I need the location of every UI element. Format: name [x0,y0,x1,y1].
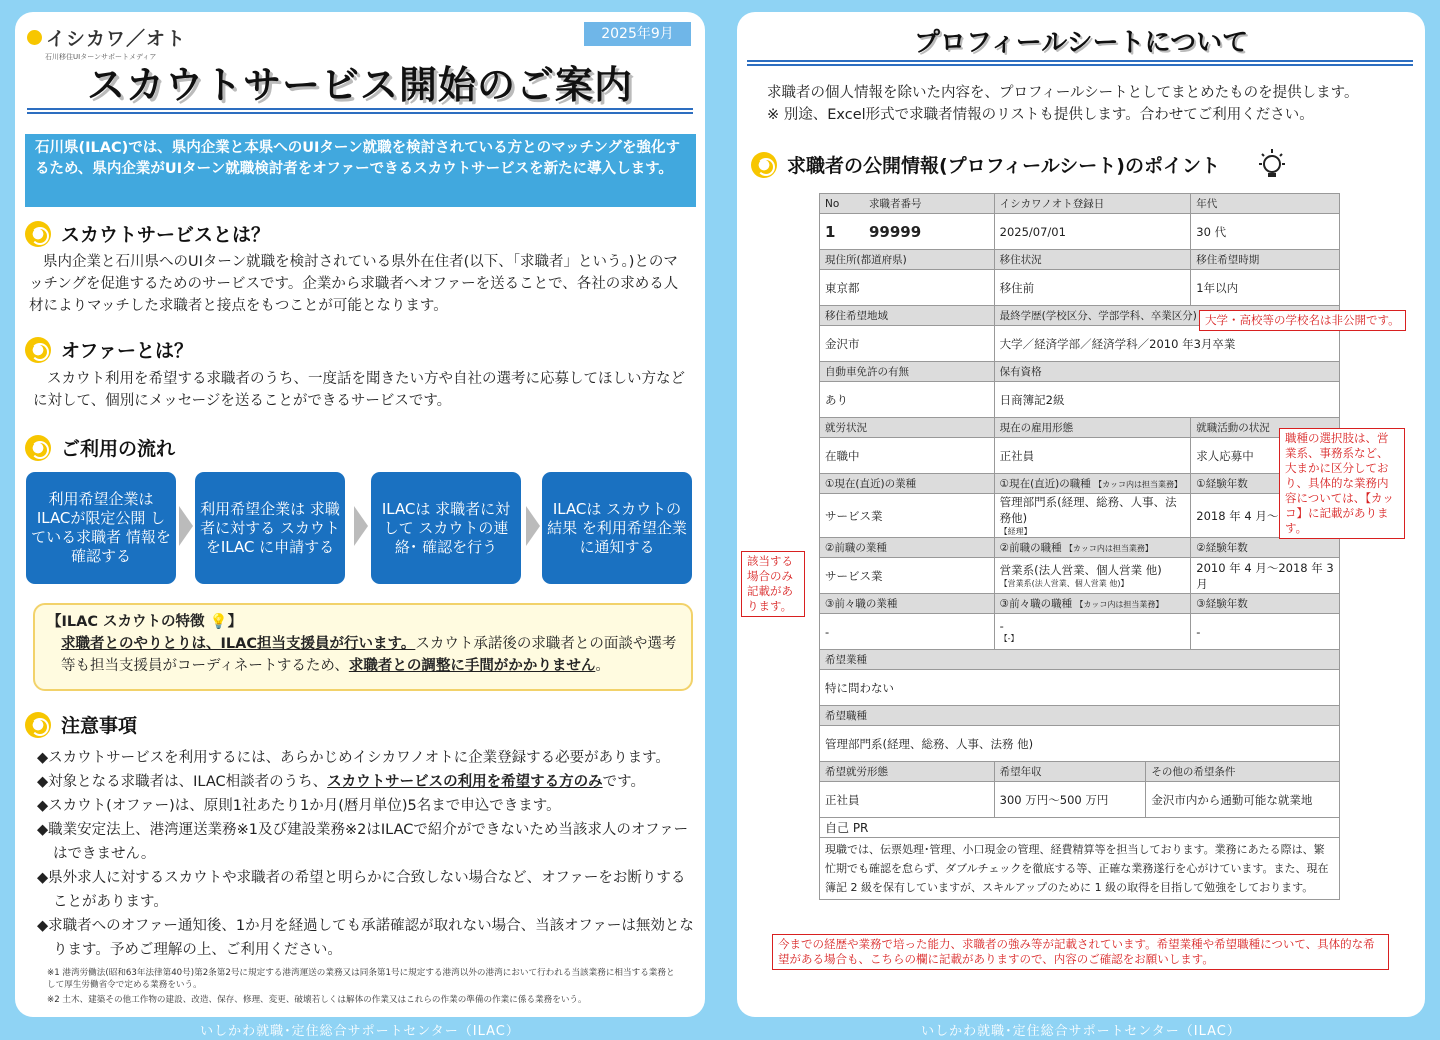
page-title: プロフィールシートについて [913,28,1249,58]
logo-tagline: 石川移住UIターンサポートメディア [45,53,157,61]
section-body-scout: 県内企業と石川県へのUIターン就職を検討されている県外在住者(以下、「求職者」という。)とのマッチングを促進するためのサービスです。企業から求職者へオファーを送ることで、各社の求める人材によりマッチした求職者と接点をもつことが可能となります。 [29,254,679,314]
right-panel [737,12,1425,1017]
section-title: 注意事項 [61,715,138,737]
notes-list [37,746,697,962]
shutter-icon [25,435,51,461]
section-title: オファーとは？ [61,340,194,362]
shutter-icon [25,221,51,247]
footnote-2: ※2 土木、建築その他工作物の建設、改造、保存、修理、変更、破壊若しくは解体の作業又はこれらの作業の準備の作業に係る業務をいう。 [47,995,587,1005]
title-underline [747,60,1413,66]
flow-step-3: ILACは 求職者に対して スカウトの連絡･ 確認を行う [371,472,521,584]
section-body-offer: スカウト利用を希望する求職者のうち、一度話を聞きたい方や自社の選考に応募してほしい方などに対して、個別にメッセージを送ることができるサービスです。 [33,371,685,409]
arrow-right-icon [179,506,193,546]
flow-step-2: 利用希望企業は 求職者に対する スカウトをILAC に申請する [195,472,345,584]
callout-job: 職種の選択肢は、営業系、事務系など、大まかに区分しており、具体的な業務内容については、【カッコ】に記載があります。 [1279,428,1405,539]
feature-box [33,603,693,691]
callout-pr: 今までの経歴や業務で培った能力、求職者の強み等が記載されています。希望業種や希望職種について、具体的な希望がある場合も、こちらの欄に記載がありますので、内容のご確認をお願いします。 [772,934,1389,970]
shutter-icon [751,152,777,178]
note-item: ◆求職者へのオファー通知後、1か月を経過しても承諾確認が取れない場合、当該オファーは無効となります。予めご理解の上、ご利用ください。 [37,918,694,958]
shutter-icon [25,337,51,363]
note-item: ◆対象となる求職者は、ILAC相談者のうち、スカウトサービスの利用を希望する方のみです。 [37,774,645,790]
arrow-right-icon [354,506,368,546]
intro-text: 求職者の個人情報を除いた内容を、プロフィールシートとしてまとめたものを提供します。 ※ 別途、Excel形式で求職者情報のリストも提供します。合わせてご利用ください。 [767,85,1359,123]
flow-step-1: 利用希望企業は ILACが限定公開 している求職者 情報を確認する [26,472,176,584]
page-title: スカウトサービス開始のご案内 [86,63,633,107]
feature-body: 求職者とのやりとりは、ILAC担当支援員が行います。スカウト承諾後の求職者との面談や選考等も担当支援員がコーディネートするため、求職者との調整に手間がかかりません。 [61,636,677,674]
footnote-1: ※1 港湾労働法(昭和63年法律第40号)第2条第2号に規定する港湾運送の業務又は同条第1号に規定する港湾以外の港湾において行われる当該業務に相当する業務として厚生労働省令で定める業務をいう。 [47,968,675,990]
note-item: ◆県外求人に対するスカウトや求職者の希望と明らかに合致しない場合など、オファーをお断りすることがあります。 [37,870,686,910]
section-heading-flow [25,434,175,461]
section-heading-profile [751,151,1220,178]
section-title: ご利用の流れ [61,438,176,460]
lightbulb-icon: 💡 [209,614,228,630]
feature-title: 【ILAC スカウトの特徴 💡】 [47,614,243,630]
flow-step-4: ILACは スカウトの結果 を利用希望企業 に通知する [542,472,692,584]
footer-right: いしかわ就職･定住総合サポートセンター（ILAC） [921,1024,1241,1039]
date-badge: 2025年9月 [584,22,691,46]
section-heading-scout [25,220,270,247]
section-title: 求職者の公開情報(プロフィールシート)のポイント [787,155,1220,177]
logo-dot-icon [27,30,42,45]
title-underline [27,108,693,114]
section-heading-notes [25,711,137,738]
intro-box: 石川県(ILAC)では、県内企業と本県へのUIターン就職を検討されている方とのマッチングを強化するため、県内企業がUIターン就職検討者をオファーできるスカウトサービスを新たに導入します。 [25,134,696,207]
callout-school: 大学・高校等の学校名は非公開です。 [1199,310,1406,331]
arrow-right-icon [526,506,540,546]
callout-applicable: 該当する場合のみ記載があります。 [741,551,805,617]
logo-name: イシカワ／オト [46,28,187,50]
note-item: ◆スカウト(オファー)は、原則1社あたり1か月(暦月単位)5名まで申込できます。 [37,798,561,814]
shutter-icon [25,712,51,738]
left-panel [15,12,705,1017]
note-item: ◆スカウトサービスを利用するには、あらかじめイシカワノオトに企業登録する必要があります。 [37,750,670,766]
note-item: ◆職業安定法上、港湾運送業務※1及び建設業務※2はILACで紹介ができないため当該求人のオファーはできません。 [37,822,689,862]
profile-sheet: No 求職者番号 イシカワノオト登録日 年代 1 99999 2025/07/01 30 代 現住所(都道府県) 移住状況 移住希望時期 東京都 移住前 1年以内 移住希望地域 最終学歴(学校区分、学部学科、卒業区分) 金沢市 大学／経済学部／経済学科／2010 年3月卒業 自動車免許の有無 保有資格 あり 日商簿記2級 就労状況 現在の雇用形態 就職活動の状況 在職中 正社員 求人応募中 ①現在(直近)の業種 ①現在(直近)の職種 【カッコ内は担当業務】 ①経験年数 サービス業 管理部門系(経理、総務、人事、法務他) 【経理】 2018 年 4 月～ ②前職の業種 ②前職の職種 【カッコ内は担当業務】 ②経験年数 サービス業 営業系(法人営業、個人営業 他) 【営業系(法人営業、個人営業 他)】 2010 年 4 月～2018 年 3 月 ③前々職の業種 ③前々職の職種 【カッコ内は担当業務】 ③経験年数 - - 【-】 - 希望業種 特に問わない 希望職種 管理部門系(経理、総務、人事、法務 他) 希望就労形態 希望年収 その他の希望条件 正社員 300 万円～500 万円 金沢市内から通勤可能な就業地 自己 PR 現職では、伝票処理･管理、小口現金の管理、経費精算等を担当しております。業務にあたる際は、繁忙期でも確認を怠らず、ダブルチェックを徹底する等、正確な業務遂行を心がけています。また、現在簿記 2 級を保有していますが、スキルアップのために 1 級の取得を目指して勉強をしております。 [819,193,1340,900]
section-heading-offer [25,336,193,363]
lightbulb-idea-icon [1257,148,1287,184]
section-title: スカウトサービスとは？ [61,224,271,246]
footer-left: いしかわ就職･定住総合サポートセンター（ILAC） [200,1024,520,1039]
